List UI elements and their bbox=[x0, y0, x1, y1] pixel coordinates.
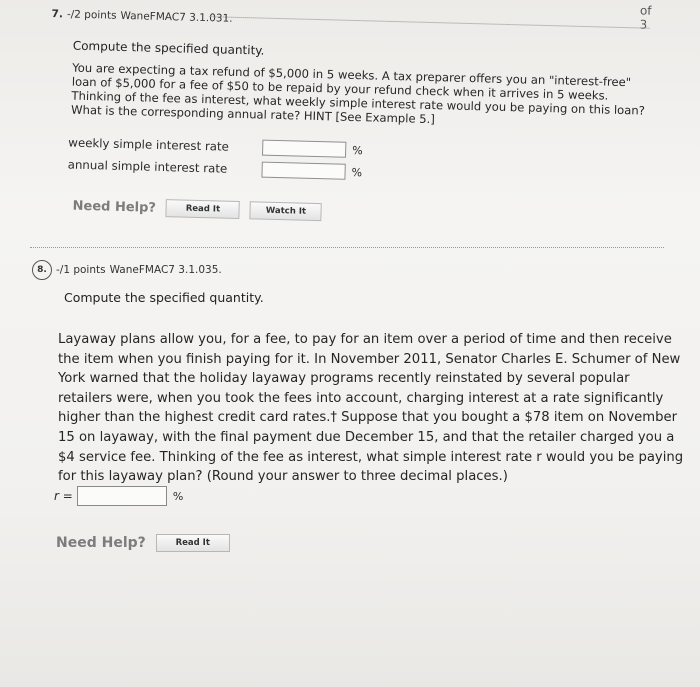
percent-unit: % bbox=[352, 143, 363, 157]
annual-rate-input[interactable] bbox=[261, 162, 345, 180]
help-row bbox=[72, 197, 322, 222]
weekly-rate-label: weekly simple interest rate bbox=[68, 135, 230, 154]
question-text: You are expecting a tax refund of $5,000 in 5 weeks. A tax preparer offers you an "interest-free" loan of $5,000 for a fee of $50 to be repaid by your refund check when it arrives in 5 weeks. Thinking of the fee as interest, what weekly simple interest rate would you be paying on this loan? What is the corresponding annual rate? HINT [See Example 5.] bbox=[70, 60, 646, 127]
read-it-button[interactable]: Read It bbox=[156, 534, 230, 552]
weekly-rate-input[interactable] bbox=[262, 140, 346, 158]
rate-variable-label: r = bbox=[54, 489, 73, 503]
question-divider bbox=[30, 247, 664, 248]
question-7-header bbox=[51, 8, 232, 25]
question-text: Layaway plans allow you, for a fee, to pay for an item over a period of time and then receive the item when you finish paying for it. In November 2011, Senator Charles E. Schumer of New York warned that the holiday layaway programs recently reinstated by several popular retailers were, when you took the fees into account, charging interest at a rate significantly higher than the highest credit card rates.† Suppose that you bought a $78 item on November 15 on layaway, with the final payment due December 15, and that the retailer charged you a $4 service fee. Thinking of the fee as interest, what simple interest rate r would you be paying for this layaway plan? (Round your answer to three decimal places.) bbox=[58, 332, 684, 485]
question-code: WaneFMAC7 3.1.031. bbox=[120, 9, 233, 25]
weekly-rate-row bbox=[68, 135, 363, 159]
page-counter: of 3 bbox=[639, 3, 652, 32]
question-number: 8. bbox=[32, 260, 52, 280]
question-number: 7. bbox=[51, 8, 64, 21]
percent-unit: % bbox=[351, 165, 363, 179]
annual-rate-label: annual simple interest rate bbox=[67, 157, 228, 176]
question-points: -/1 points bbox=[56, 264, 106, 276]
percent-unit: % bbox=[172, 489, 184, 503]
annual-rate-row bbox=[67, 157, 362, 181]
question-instruction: Compute the specified quantity. bbox=[64, 290, 264, 305]
help-row bbox=[56, 534, 230, 552]
question-instruction: Compute the specified quantity. bbox=[72, 38, 265, 58]
rate-input[interactable] bbox=[77, 486, 167, 506]
rate-answer-row bbox=[54, 486, 183, 506]
question-7 bbox=[44, 0, 650, 246]
watch-it-button[interactable]: Watch It bbox=[250, 201, 322, 221]
question-8 bbox=[32, 254, 692, 684]
read-it-button[interactable]: Read It bbox=[166, 199, 240, 219]
need-help-label: Need Help? bbox=[56, 535, 146, 551]
need-help-label: Need Help? bbox=[72, 198, 157, 216]
question-code: WaneFMAC7 3.1.035. bbox=[109, 264, 222, 276]
question-points: -/2 points bbox=[66, 8, 117, 22]
question-8-header bbox=[32, 260, 222, 280]
header-rule bbox=[210, 16, 650, 29]
